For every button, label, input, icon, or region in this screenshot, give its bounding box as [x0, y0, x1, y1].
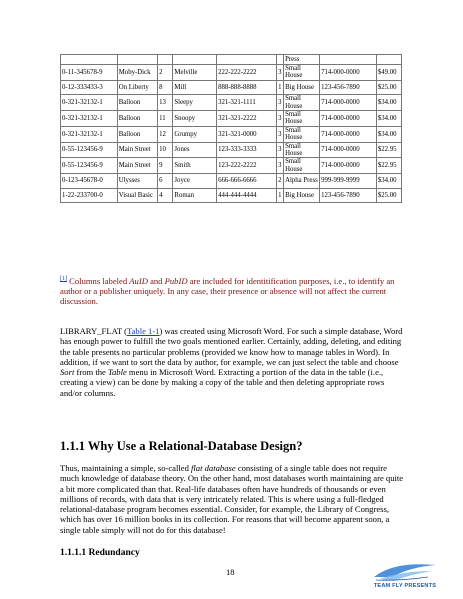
table-cell-pubphone: 714-000-0000: [320, 65, 377, 81]
table-cell-isbn: 0-321-32132-1: [61, 126, 118, 142]
table-cell-author: Roman: [173, 188, 217, 202]
table-cell-publisher: Big House: [284, 188, 320, 202]
table-row: [61, 80, 402, 94]
table-cell-price: $49.00: [376, 65, 401, 81]
table-cell-publisher: Small House: [284, 142, 320, 158]
table-cell-isbn: 0-55-123456-9: [61, 142, 118, 158]
table-cell-auid: 2: [158, 65, 173, 81]
table-cell-phone: 888-888-8888: [217, 80, 277, 94]
table-cell-isbn: 1-22-233700-0: [61, 188, 118, 202]
table-cell-title: Moby-Dick: [117, 65, 157, 81]
table-cell-publisher: Small House: [284, 95, 320, 111]
table-cell-isbn: 0-11-345678-9: [61, 65, 118, 81]
table-cell-title: Main Street: [117, 158, 157, 174]
table-cell-title: Balloon: [117, 95, 157, 111]
table-cell-title: Visual Basic: [117, 188, 157, 202]
table-cell-pubid: 1: [277, 188, 284, 202]
table-cell-title: Balloon: [117, 111, 157, 127]
brand-label: TEAM FLY PRESENTS: [373, 583, 437, 589]
table-row: [61, 174, 402, 188]
table-row: [61, 142, 402, 158]
table-cell-author: Snoopy: [173, 111, 217, 127]
table-cell-pubid: 3: [277, 65, 284, 81]
table-cell-isbn: 0-321-32132-1: [61, 95, 118, 111]
table-cell-price: $34.00: [376, 111, 401, 127]
table-cell-publisher: Small House: [284, 158, 320, 174]
fly-wing-icon: [370, 557, 440, 585]
table-cell-author: Jones: [173, 142, 217, 158]
table-cell-publisher: Big House: [284, 80, 320, 94]
table-cell-pubid: 2: [277, 174, 284, 188]
table-cell-phone: 123-333-3333: [217, 142, 277, 158]
table-cell-phone: 222-222-2222: [217, 65, 277, 81]
paragraph-why-relational: Thus, maintaining a simple, so-called flat database consisting of a single table does not require much knowledge of database theory. On the other hand, most databases worth maintaining are quite a bit more complicated than that. Real-life databases often have hundreds of thousands or even millions of records, with data that is very intricately related. This is where using a full-fledged relational-database program becomes essential. Consider, for example, the Library of Congress, which has over 16 million books in its collection. For reasons that will become apparent soon, a single table simply will not do for this database!: [60, 463, 404, 535]
table-cell-price: $22.95: [376, 142, 401, 158]
table-cell-author: Joyce: [173, 174, 217, 188]
table-cell-publisher: Small House: [284, 111, 320, 127]
table-cell-auid: 10: [158, 142, 173, 158]
table-cell-pubid: 3: [277, 95, 284, 111]
table-cell-pubphone: 714-000-0000: [320, 158, 377, 174]
table-cell-price: $25.00: [376, 80, 401, 94]
table-cell-phone: 321-321-2222: [217, 111, 277, 127]
table-cell-auid: 12: [158, 126, 173, 142]
footnote-marker[interactable]: [1]: [60, 276, 67, 283]
table-cell-title: On Liberty: [117, 80, 157, 94]
table-cell-pubid: 3: [277, 142, 284, 158]
table-cell-phone: 321-321-1111: [217, 95, 277, 111]
table-cell-auid: 4: [158, 188, 173, 202]
table-cell-auid: 8: [158, 80, 173, 94]
table-cell-publisher: Small House: [284, 65, 320, 81]
page-number: 18: [226, 567, 235, 577]
table-cell-title: Ulysses: [117, 174, 157, 188]
table-cell-pubphone: 714-000-0000: [320, 142, 377, 158]
table-cell-title: Main Street: [117, 142, 157, 158]
table-row: [61, 65, 402, 81]
team-fly-logo: [370, 557, 440, 589]
table-cell-phone: 666-666-6666: [217, 174, 277, 188]
table-cell-pubid: 3: [277, 126, 284, 142]
table-cell-title: Balloon: [117, 126, 157, 142]
table-cell-price: $25.00: [376, 188, 401, 202]
table-cell-publisher: Alpha Press: [284, 174, 320, 188]
table-cell: Press: [284, 55, 320, 65]
table-cell-pubid: 3: [277, 158, 284, 174]
table-cell-publisher: Small House: [284, 126, 320, 142]
table-row: [61, 111, 402, 127]
table-cell-pubphone: 714-000-0000: [320, 95, 377, 111]
table-row: [61, 126, 402, 142]
footnote: [1] Columns labeled AuID and PubID are included for identitification purposes, i.e., to identify an author or a publisher uniquely. In any case, their presence or absence will not affect the current discussion.: [60, 276, 395, 306]
table-cell-phone: 123-222-2222: [217, 158, 277, 174]
table-cell-phone: 444-444-4444: [217, 188, 277, 202]
table-cell-author: Grumpy: [173, 126, 217, 142]
subsection-heading: 1.1.1.1 Redundancy: [60, 548, 140, 558]
table-row: [61, 158, 402, 174]
table-cell-isbn: 0-123-45678-0: [61, 174, 118, 188]
table-cell-pubid: 1: [277, 80, 284, 94]
table-row: [61, 55, 402, 65]
paragraph-library-flat: LIBRARY_FLAT (Table 1-1) was created using Microsoft Word. For such a simple database, Word has enough power to fulfill the two goals mentioned earlier. Certainly, adding, deleting, and editing the table presents no particular problems (provided we know how to manage tables in Word). In addition, if we want to sort the data by author, for example, we can just select the table and choose Sort from the Table menu in Microsoft Word. Extracting a portion of the data in the table (i.e., creating a view) can be done by making a copy of the table and then deleting appropriate rows and/or columns.: [60, 326, 403, 398]
table-cell-author: Sleepy: [173, 95, 217, 111]
table-cell-pubphone: 123-456-7890: [320, 188, 377, 202]
table-cell-pubid: 3: [277, 111, 284, 127]
table-cell-pubphone: 714-000-0000: [320, 111, 377, 127]
table-cell-phone: 321-321-0000: [217, 126, 277, 142]
table-row: [61, 95, 402, 111]
table-cell-auid: 13: [158, 95, 173, 111]
section-heading: 1.1.1 Why Use a Relational-Database Design?: [60, 439, 303, 453]
table-cell-price: $34.00: [376, 126, 401, 142]
table-cell-author: Melville: [173, 65, 217, 81]
table-cell-isbn: 0-12-333433-3: [61, 80, 118, 94]
table-cell-auid: 9: [158, 158, 173, 174]
table-cell-isbn: 0-55-123456-9: [61, 158, 118, 174]
table-cell-pubphone: 714-000-0000: [320, 126, 377, 142]
table-row: [61, 188, 402, 202]
table-cell-pubphone: 999-999-9999: [320, 174, 377, 188]
table-cell-auid: 6: [158, 174, 173, 188]
table-1-1-link[interactable]: Table 1-1: [126, 326, 160, 336]
table-cell-price: $34.00: [376, 95, 401, 111]
table-cell-author: Mill: [173, 80, 217, 94]
table-cell-isbn: 0-321-32132-1: [61, 111, 118, 127]
library-flat-table: [60, 54, 402, 203]
table-cell-author: Smith: [173, 158, 217, 174]
table-cell-auid: 11: [158, 111, 173, 127]
table-cell-price: $22.95: [376, 158, 401, 174]
table-cell-price: $34.00: [376, 174, 401, 188]
table-cell-pubphone: 123-456-7890: [320, 80, 377, 94]
